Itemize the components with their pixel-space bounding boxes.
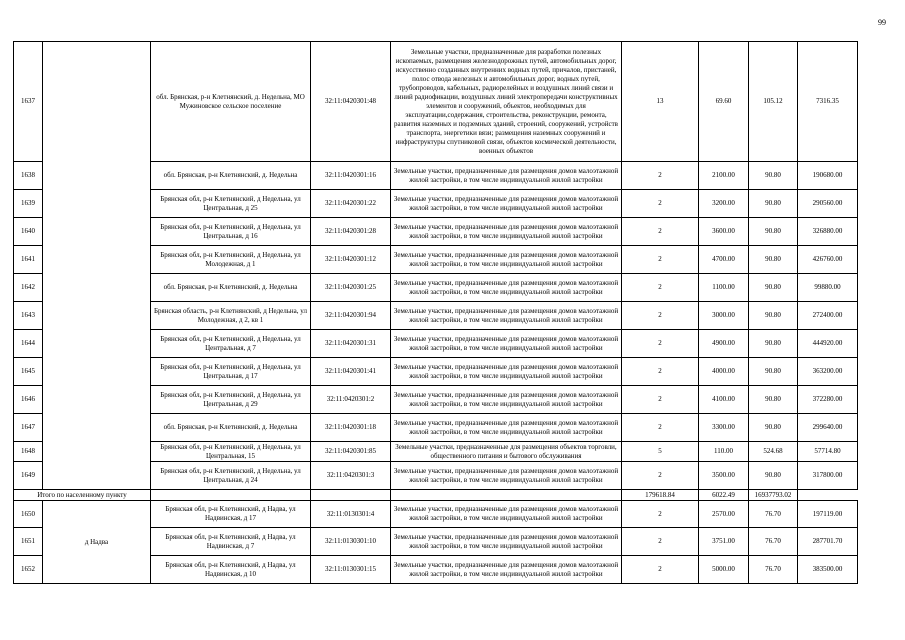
area-value: 3600.00 (699, 218, 749, 246)
group-number: 2 (622, 462, 699, 490)
rate-value: 90.80 (749, 162, 798, 190)
area-value: 4700.00 (699, 246, 749, 274)
area-value: 3300.00 (699, 414, 749, 442)
cadastral-value: 299640.00 (798, 414, 858, 442)
land-use-description: Земельные участки, предназначенные для размещения домов малоэтажной жилой застройки, в том числе индивидуальной жилой застройки (391, 162, 622, 190)
row-number: 1637 (14, 42, 43, 162)
cadastral-value: 190680.00 (798, 162, 858, 190)
land-use-description: Земельные участки, предназначенные для разработки полезных ископаемых, размещения железнодорожных путей, автомобильных дорог, искусственно созданных внутренних водных путей, причалов, пристаней, полос отвода железных и автомобильных дорог, водных путей, трубопроводов, кабельных, радиорелейных и воздушных линий связи и линий радиофикации, воздушных линий электропередачи конструктивных элементов и сооружений, объектов, необходимых для эксплуатации,содержания, строительства, реконструкции, ремонта, развития наземных и подземных зданий, строений, сооружений, устройств транспорта, энергетики вязи; размещения наземных сооружений и инфраструктуры спутниковой связи, объектов космической деятельности, военных объектов (391, 42, 622, 162)
group-number: 2 (622, 302, 699, 330)
cadastral-value: 326880.00 (798, 218, 858, 246)
rate-value: 90.80 (749, 462, 798, 490)
area-value: 3000.00 (699, 302, 749, 330)
address-cell: обл. Брянская, р-н Клетнянский, д. Недельна (151, 162, 311, 190)
address-cell: Брянская область, р-н Клетнянский, д Недельна, ул Молодежная, д 2, кв 1 (151, 302, 311, 330)
cadastre-number: 32:11:0420301:16 (311, 162, 391, 190)
total-label: Итого по населенному пункту (14, 490, 151, 501)
rate-value: 90.80 (749, 190, 798, 218)
cadastre-number: 32:11:0420301:18 (311, 414, 391, 442)
rate-value: 76.70 (749, 556, 798, 584)
row-number: 1643 (14, 302, 43, 330)
land-use-description: Земельные участки, предназначенные для размещения домов малоэтажной жилой застройки, в том числе индивидуальной жилой застройки (391, 462, 622, 490)
total-row (14, 490, 858, 501)
cadastre-number: 32:11:0130301:4 (311, 501, 391, 528)
total-area: 179618.84 (622, 490, 699, 501)
cadastre-number: 32:11:0420301:2 (311, 386, 391, 414)
cadastre-number: 32:11:0420301:85 (311, 442, 391, 462)
area-value: 5000.00 (699, 556, 749, 584)
cadastre-number: 32:11:0420301:94 (311, 302, 391, 330)
cadastre-number: 32:11:0130301:15 (311, 556, 391, 584)
area-value: 1100.00 (699, 274, 749, 302)
rate-value: 76.70 (749, 501, 798, 528)
land-use-description: Земельные участки, предназначенные для размещения объектов торговли, общественного питания и бытового обслуживания (391, 442, 622, 462)
rate-value: 90.80 (749, 274, 798, 302)
area-value: 4000.00 (699, 358, 749, 386)
address-cell: обл. Брянская, р-н Клетнянский, д. Недельна, МО Мужиновское сельское поселение (151, 42, 311, 162)
rate-value: 90.80 (749, 302, 798, 330)
address-cell: Брянская обл, р-н Клетнянский, д Недельна, ул Центральная, д 7 (151, 330, 311, 358)
cadastral-value: 57714.80 (798, 442, 858, 462)
land-use-description: Земельные участки, предназначенные для размещения домов малоэтажной жилой застройки, в том числе индивидуальной жилой застройки (391, 246, 622, 274)
address-cell: Брянская обл, р-н Клетнянский, д Недельна, ул Центральная, д 24 (151, 462, 311, 490)
land-use-description: Земельные участки, предназначенные для размещения домов малоэтажной жилой застройки, в том числе индивидуальной жилой застройки (391, 528, 622, 556)
locality-name: д Надва (43, 501, 151, 584)
rate-value: 90.80 (749, 330, 798, 358)
area-value: 4900.00 (699, 330, 749, 358)
area-value: 2100.00 (699, 162, 749, 190)
total-rate: 6022.49 (699, 490, 749, 501)
group-number: 2 (622, 218, 699, 246)
cadastre-number: 32:11:0130301:10 (311, 528, 391, 556)
rate-value: 524.68 (749, 442, 798, 462)
row-number: 1644 (14, 330, 43, 358)
group-number: 2 (622, 330, 699, 358)
group-number: 2 (622, 501, 699, 528)
group-number: 2 (622, 414, 699, 442)
row-number: 1640 (14, 218, 43, 246)
address-cell: Брянская обл, р-н Клетнянский, д Надва, ул Надвинская, д 10 (151, 556, 311, 584)
address-cell: Брянская обл, р-н Клетнянский, д Надва, ул Надвинская, д 7 (151, 528, 311, 556)
row-number: 1652 (14, 556, 43, 584)
rate-value: 90.80 (749, 414, 798, 442)
land-use-description: Земельные участки, предназначенные для размещения домов малоэтажной жилой застройки, в том числе индивидуальной жилой застройки (391, 358, 622, 386)
cadastral-value: 287701.70 (798, 528, 858, 556)
address-cell: Брянская обл, р-н Клетнянский, д Недельна, ул Центральная, 15 (151, 442, 311, 462)
address-cell: Брянская обл, р-н Клетнянский, д Недельна, ул Центральная, д 25 (151, 190, 311, 218)
row-number: 1650 (14, 501, 43, 528)
row-number: 1647 (14, 414, 43, 442)
address-cell: Брянская обл, р-н Клетнянский, д Недельна, ул Центральная, д 16 (151, 218, 311, 246)
rate-value: 90.80 (749, 246, 798, 274)
row-number: 1645 (14, 358, 43, 386)
land-use-description: Земельные участки, предназначенные для размещения домов малоэтажной жилой застройки, в том числе индивидуальной жилой застройки (391, 501, 622, 528)
area-value: 4100.00 (699, 386, 749, 414)
address-cell: обл. Брянская, р-н Клетнянский, д. Недельна (151, 414, 311, 442)
row-number: 1648 (14, 442, 43, 462)
cadastre-number: 32:11:0420301:25 (311, 274, 391, 302)
group-number: 2 (622, 528, 699, 556)
cadastre-number: 32:11:0420301:12 (311, 246, 391, 274)
area-value: 2570.00 (699, 501, 749, 528)
row-number: 1646 (14, 386, 43, 414)
address-cell: Брянская обл, р-н Клетнянский, д Недельна, ул Центральная, д 29 (151, 386, 311, 414)
cadastral-value-table (13, 41, 858, 584)
page-number: 99 (878, 18, 886, 27)
group-number: 5 (622, 442, 699, 462)
area-value: 3200.00 (699, 190, 749, 218)
group-number: 2 (622, 246, 699, 274)
group-number: 2 (622, 190, 699, 218)
cadastre-number: 32:11:0420301:31 (311, 330, 391, 358)
cadastral-value: 372280.00 (798, 386, 858, 414)
group-number: 2 (622, 274, 699, 302)
address-cell: Брянская обл, р-н Клетнянский, д Недельна, ул Молодежная, д 1 (151, 246, 311, 274)
area-value: 3500.00 (699, 462, 749, 490)
cadastral-value: 7316.35 (798, 42, 858, 162)
cadastral-value: 290560.00 (798, 190, 858, 218)
cadastral-value: 383500.00 (798, 556, 858, 584)
land-use-description: Земельные участки, предназначенные для размещения домов малоэтажной жилой застройки, в том числе индивидуальной жилой застройки (391, 386, 622, 414)
row-number: 1638 (14, 162, 43, 190)
rate-value: 90.80 (749, 218, 798, 246)
cadastre-number: 32:11:0420301:28 (311, 218, 391, 246)
land-use-description: Земельные участки, предназначенные для размещения домов малоэтажной жилой застройки, в том числе индивидуальной жилой застройки (391, 218, 622, 246)
group-number: 2 (622, 358, 699, 386)
cadastral-value: 426760.00 (798, 246, 858, 274)
area-value: 110.00 (699, 442, 749, 462)
cadastre-number: 32:11:0420301:48 (311, 42, 391, 162)
row-number: 1649 (14, 462, 43, 490)
rate-value: 90.80 (749, 358, 798, 386)
cadastral-value: 317800.00 (798, 462, 858, 490)
address-cell: обл. Брянская, р-н Клетнянский, д. Недельна (151, 274, 311, 302)
table-row (14, 42, 858, 162)
area-value: 3751.00 (699, 528, 749, 556)
locality-cell (43, 42, 151, 490)
area-value: 69.60 (699, 42, 749, 162)
land-use-description: Земельные участки, предназначенные для размещения домов малоэтажной жилой застройки, в том числе индивидуальной жилой застройки (391, 330, 622, 358)
row-number: 1639 (14, 190, 43, 218)
rate-value: 90.80 (749, 386, 798, 414)
cadastre-number: 32:11:0420301:41 (311, 358, 391, 386)
cadastral-value: 99880.00 (798, 274, 858, 302)
table-row (14, 501, 858, 528)
group-number: 2 (622, 556, 699, 584)
rate-value: 76.70 (749, 528, 798, 556)
land-use-description: Земельные участки, предназначенные для размещения домов малоэтажной жилой застройки, в том числе индивидуальной жилой застройки (391, 302, 622, 330)
group-number: 13 (622, 42, 699, 162)
cadastral-value: 197119.00 (798, 501, 858, 528)
cadastral-value: 363200.00 (798, 358, 858, 386)
group-number: 2 (622, 386, 699, 414)
land-use-description: Земельные участки, предназначенные для размещения домов малоэтажной жилой застройки, в том числе индивидуальной жилой застройки (391, 274, 622, 302)
land-use-description: Земельные участки, предназначенные для размещения домов малоэтажной жилой застройки, в том числе индивидуальной жилой застройки (391, 556, 622, 584)
cadastral-value: 444920.00 (798, 330, 858, 358)
row-number: 1641 (14, 246, 43, 274)
rate-value: 105.12 (749, 42, 798, 162)
address-cell: Брянская обл, р-н Клетнянский, д Надва, ул Надвинская, д 17 (151, 501, 311, 528)
land-use-description: Земельные участки, предназначенные для размещения домов малоэтажной жилой застройки, в том числе индивидуальной жилой застройки (391, 414, 622, 442)
row-number: 1651 (14, 528, 43, 556)
cadastral-value: 272400.00 (798, 302, 858, 330)
land-use-description: Земельные участки, предназначенные для размещения домов малоэтажной жилой застройки, в том числе индивидуальной жилой застройки (391, 190, 622, 218)
cadastre-number: 32:11:0420301:3 (311, 462, 391, 490)
row-number: 1642 (14, 274, 43, 302)
cadastre-number: 32:11:0420301:22 (311, 190, 391, 218)
total-value: 16937793.02 (749, 490, 798, 501)
group-number: 2 (622, 162, 699, 190)
address-cell: Брянская обл, р-н Клетнянский, д Недельна, ул Центральная, д 17 (151, 358, 311, 386)
